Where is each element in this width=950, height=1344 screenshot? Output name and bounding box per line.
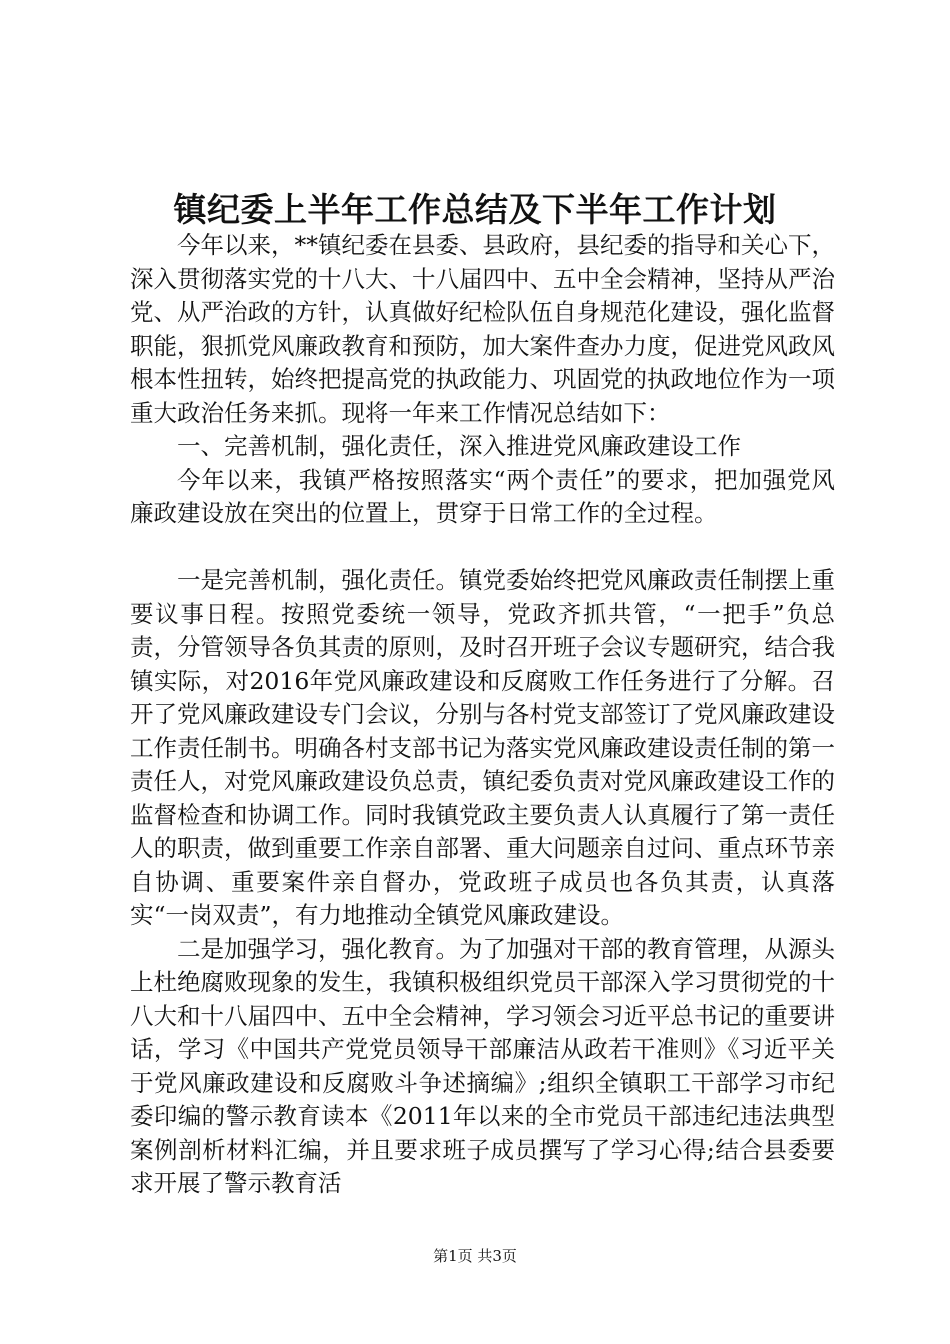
document-title: 镇纪委上半年工作总结及下半年工作计划 [173,190,777,229]
paragraph-spacer [130,531,835,565]
point-one-paragraph: 一是完善机制，强化责任。镇党委始终把党风廉政责任制摆上重要议事日程。按照党委统一领导，党政齐抓共管，“一把手”负总责，分管领导各负其责的原则，及时召开班子会议专题研究，结合我镇实际，对2016年党风廉政建设和反腐败工作任务进行了分解。召开了党风廉政建设专门会议，分别与各村党支部签订了党风廉政建设工作责任制书。明确各村支部书记为落实党风廉政建设责任制的第一责任人，对党风廉政建设负总责，镇纪委负责对党风廉政建设工作的监督检查和协调工作。同时我镇党政主要负责人认真履行了第一责任人的职责，做到重要工作亲自部署、重大问题亲自过问、重点环节亲自协调、重要案件亲自督办，党政班子成员也各负其责，认真落实“一岗双责”，有力地推动全镇党风廉政建设。 [130,566,835,929]
section-heading: 一、完善机制，强化责任，深入推进党风廉政建设工作 [177,432,741,460]
intro-paragraph: 今年以来，**镇纪委在县委、县政府，县纪委的指导和关心下，深入贯彻落实党的十八大、十八届四中、五中全会精神，坚持从严治党、从严治政的方针，认真做好纪检队伍自身规范化建设，强化监督职能，狠抓党风廉政教育和预防，加大案件查办力度，促进党风政风根本性扭转，始终把提高党的执政能力、巩固党的执政地位作为一项重大政治任务来抓。现将一年来工作情况总结如下： [130,231,835,427]
point-two-paragraph: 二是加强学习，强化教育。为了加强对干部的教育管理，从源头上杜绝腐败现象的发生，我镇积极组织党员干部深入学习贯彻党的十八大和十八届四中、五中全会精神，学习领会习近平总书记的重要讲话，学习《中国共产党党员领导干部廉洁从政若干准则》《习近平关于党风廉政建设和反腐败斗争述摘编》;组织全镇职工干部学习市纪委印编的警示教育读本《2011年以来的全市党员干部违纪违法典型案例剖析材料汇编，并且要求班子成员撰写了学习心得;结合县委要求开展了警示教育活 [130,934,835,1197]
section-intro-paragraph: 今年以来，我镇严格按照落实“两个责任”的要求，把加强党风廉政建设放在突出的位置上，贯穿于日常工作的全过程。 [130,465,835,527]
document-body [130,229,835,1201]
page-number-footer: 第1页 共3页 [433,1247,517,1265]
